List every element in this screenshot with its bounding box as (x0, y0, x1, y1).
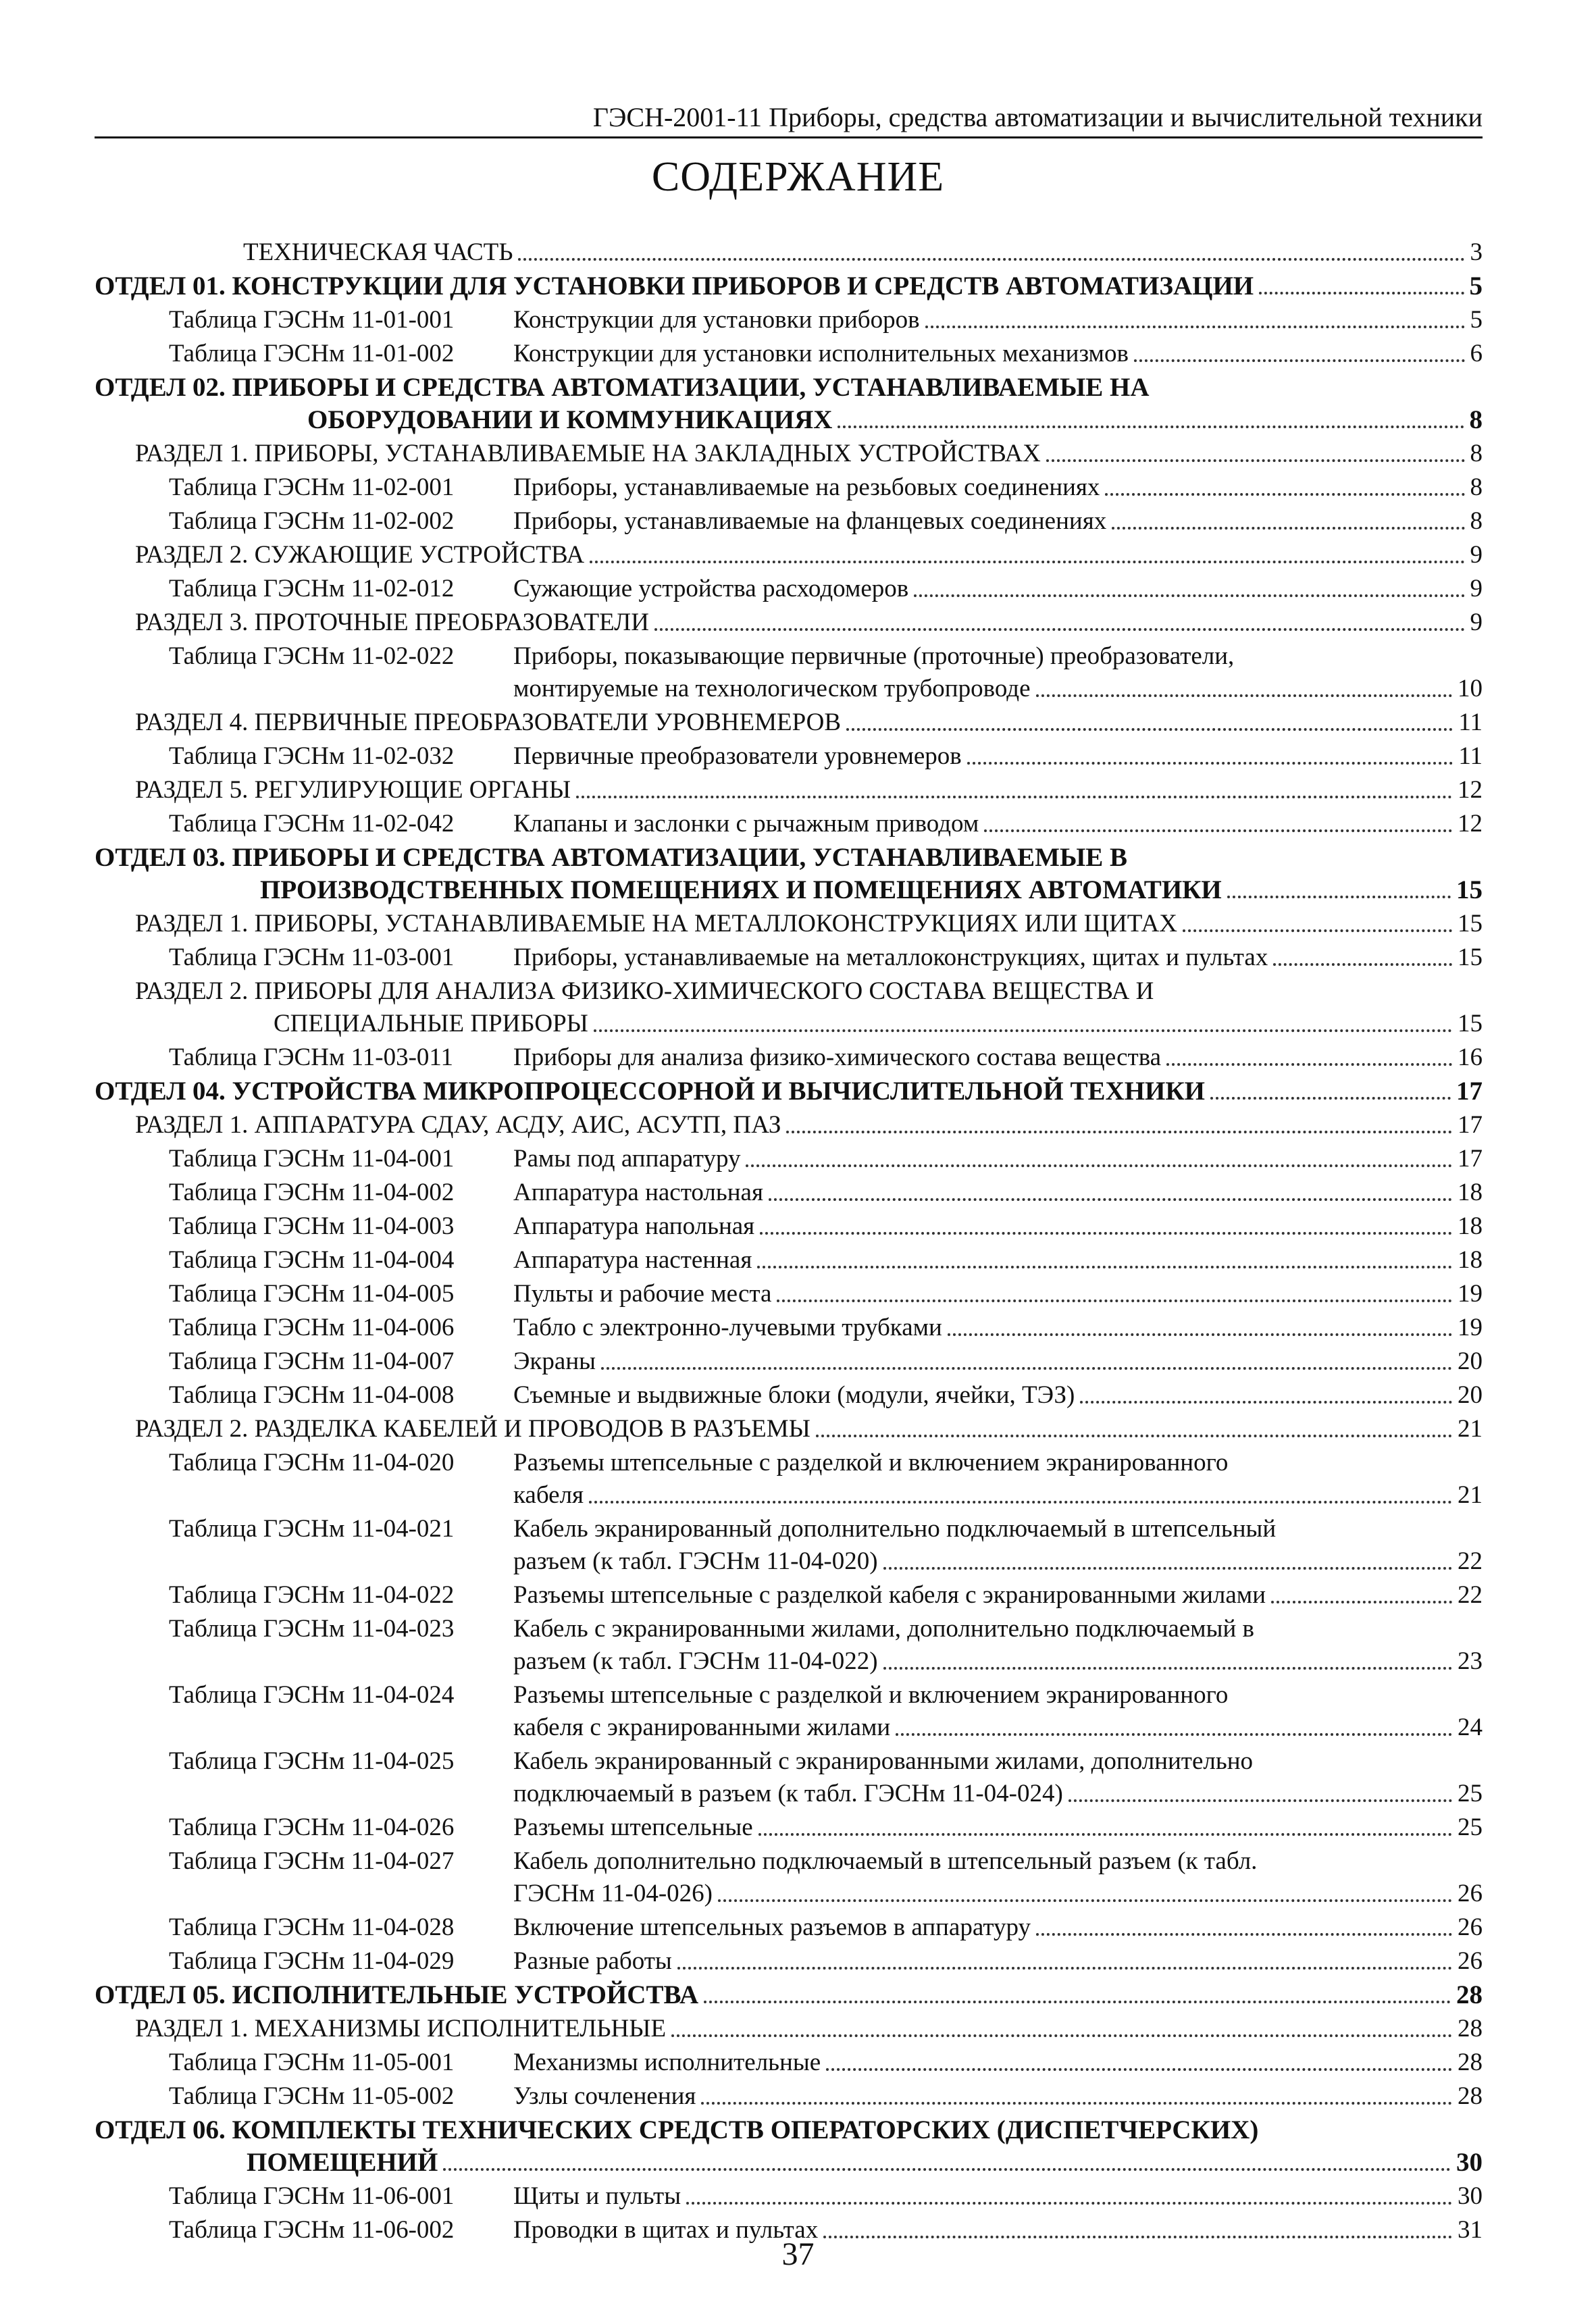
toc-entry[interactable] (169, 2047, 1483, 2079)
toc-entry-label: ПОМЕЩЕНИЙ (247, 2148, 438, 2177)
toc-entry-label: Приборы, устанавливаемые на металлоконструкциях, щитах и пультах (513, 944, 1268, 971)
toc-entry[interactable] (169, 1143, 1483, 1175)
toc-entry-label: Аппаратура напольная (513, 1212, 755, 1240)
toc-page-number: 21 (1458, 1481, 1483, 1509)
toc-entry[interactable] (169, 573, 1483, 605)
toc-entry[interactable] (169, 1042, 1483, 1074)
dot-leader (967, 762, 1453, 765)
toc-entry-label: монтируемые на технологическом трубопроводе (513, 675, 1031, 702)
toc-table-number: Таблица ГЭСНм 11-02-002 (169, 507, 455, 535)
toc-entry[interactable] (513, 1778, 1483, 1810)
toc-entry-label: Приборы, устанавливаемые на фланцевых соединениях (513, 507, 1107, 535)
toc-entry[interactable] (513, 1479, 1483, 1512)
dot-leader (948, 1333, 1452, 1336)
toc-entry[interactable] (169, 1244, 1483, 1277)
toc-table-number: Таблица ГЭСНм 11-02-032 (169, 742, 455, 770)
toc-entry[interactable] (135, 2013, 1483, 2045)
page-number: 37 (781, 2236, 815, 2272)
toc-entry[interactable] (274, 1008, 1483, 1040)
toc-entry-label: ОТДЕЛ 05. ИСПОЛНИТЕЛЬНЫЕ УСТРОЙСТВА (95, 1980, 699, 2009)
dot-leader (984, 829, 1452, 832)
toc-entry-label: РАЗДЕЛ 1. ПРИБОРЫ, УСТАНАВЛИВАЕМЫЕ НА ЗАКЛАДНЫХ УСТРОЙСТВАХ (135, 440, 1041, 467)
toc-entry[interactable] (169, 2080, 1483, 2113)
toc-entry[interactable] (135, 706, 1483, 739)
toc-entry[interactable] (169, 1210, 1483, 1243)
toc-entry-label: Кабель экранированный с экранированными жилами, дополнительно (513, 1747, 1254, 1775)
toc-table-number: Таблица ГЭСНм 11-05-002 (169, 2082, 455, 2110)
toc-page-number: 9 (1470, 609, 1483, 636)
toc-entry[interactable] (169, 471, 1483, 504)
toc-entry-label: кабеля с экранированными жилами (513, 1714, 891, 1741)
toc-entry-label: Первичные преобразователи уровнемеров (513, 742, 962, 770)
toc-page-number: 17 (1458, 1111, 1483, 1139)
dot-leader (1210, 1097, 1451, 1100)
toc-table-number: Таблица ГЭСНм 11-04-005 (169, 1280, 455, 1308)
toc-entry-label: Разъемы штепсельные с разделкой кабеля с экранированными жилами (513, 1581, 1266, 1609)
dot-leader (826, 2068, 1452, 2071)
toc-table-number: Таблица ГЭСНм 11-04-024 (169, 1681, 455, 1709)
toc-entry-label: РАЗДЕЛ 2. РАЗДЕЛКА КАБЕЛЕЙ И ПРОВОДОВ В РАЗЪЕМЫ (135, 1415, 810, 1443)
toc-entry-label: кабеля (513, 1481, 584, 1509)
toc-entry[interactable] (247, 2146, 1483, 2179)
toc-page-number: 18 (1458, 1179, 1483, 1206)
dot-leader (686, 2202, 1452, 2205)
toc-table-number: Таблица ГЭСНм 11-06-001 (169, 2182, 455, 2210)
toc-page-number: 30 (1458, 2182, 1483, 2210)
dot-leader (1036, 1933, 1452, 1936)
toc-page-number: 9 (1470, 541, 1483, 569)
toc-entry[interactable] (260, 874, 1483, 906)
toc-entry[interactable] (169, 2180, 1483, 2213)
toc-entry-label: РАЗДЕЛ 4. ПЕРВИЧНЫЕ ПРЕОБРАЗОВАТЕЛИ УРОВНЕМЕРОВ (135, 709, 842, 736)
dot-leader (1069, 1799, 1452, 1802)
toc-entry-label: Приборы, показывающие первичные (проточные) преобразователи, (513, 642, 1235, 670)
toc-entry[interactable] (169, 1379, 1483, 1412)
toc-page-number: 20 (1458, 1381, 1483, 1409)
toc-entry-first-line (169, 640, 1234, 673)
toc-table-number: Таблица ГЭСНм 11-04-025 (169, 1747, 455, 1775)
dot-leader (518, 258, 1464, 261)
toc-entry-label: Кабель экранированный дополнительно подключаемый в штепсельный (513, 1515, 1277, 1543)
dot-leader (671, 2034, 1452, 2037)
dot-leader (1271, 1601, 1452, 1603)
toc-entry-first-line (169, 1513, 1276, 1545)
toc-page-number: 8 (1470, 440, 1483, 467)
toc-table-number: Таблица ГЭСНм 11-02-022 (169, 642, 455, 670)
toc-page-number: 21 (1458, 1415, 1483, 1443)
dot-leader (896, 1733, 1452, 1736)
toc-page-number: 18 (1458, 1212, 1483, 1240)
toc-entry-label: ГЭСНм 11-04-026) (513, 1880, 713, 1907)
toc-entry-label: Разные работы (513, 1947, 672, 1975)
toc-page-number: 5 (1469, 272, 1483, 301)
toc-entry-label: РАЗДЕЛ 1. АППАРАТУРА СДАУ, АСДУ, АИС, АСУТП, ПАЗ (135, 1111, 781, 1139)
toc-page-number: 28 (1458, 2015, 1483, 2042)
dot-leader (1105, 493, 1464, 496)
toc-entry[interactable] (169, 338, 1483, 370)
toc-table-number: Таблица ГЭСНм 11-04-003 (169, 1212, 455, 1240)
toc-entry-label: Механизмы исполнительные (513, 2049, 821, 2076)
toc-page-number: 11 (1458, 742, 1483, 770)
dot-leader (718, 1899, 1452, 1902)
toc-table-number: Таблица ГЭСНм 11-01-002 (169, 340, 455, 367)
toc-entry[interactable] (169, 1579, 1483, 1612)
toc-page-number: 11 (1458, 709, 1483, 736)
header-rule (95, 136, 1483, 138)
toc-entry-first-line (169, 1845, 1257, 1878)
toc-entry-label: ОТДЕЛ 03. ПРИБОРЫ И СРЕДСТВА АВТОМАТИЗАЦИИ, УСТАНАВЛИВАЕМЫЕ В (95, 843, 1128, 872)
toc-table-number: Таблица ГЭСНм 11-03-001 (169, 944, 455, 971)
toc-table-number: Таблица ГЭСНм 11-04-006 (169, 1314, 455, 1341)
toc-entry-first-line (169, 1447, 1228, 1479)
toc-table-number: Таблица ГЭСНм 11-04-020 (169, 1449, 455, 1476)
toc-entry-label: РАЗДЕЛ 1. МЕХАНИЗМЫ ИСПОЛНИТЕЛЬНЫЕ (135, 2015, 667, 2042)
toc-page-number: 31 (1458, 2216, 1483, 2244)
dot-leader (925, 326, 1465, 328)
toc-page-number: 15 (1458, 944, 1483, 971)
toc-entry[interactable] (243, 236, 1483, 269)
toc-page-number: 6 (1470, 340, 1483, 367)
toc-entry-label: Пульты и рабочие места (513, 1280, 772, 1308)
toc-page-number: 8 (1470, 473, 1483, 501)
toc-page-number: 26 (1458, 1947, 1483, 1975)
toc-entry-label: Конструкции для установки исполнительных механизмов (513, 340, 1129, 367)
toc-entry[interactable] (513, 1878, 1483, 1910)
toc-entry-label: Приборы, устанавливаемые на резьбовых соединениях (513, 473, 1100, 501)
dot-leader (576, 796, 1452, 798)
toc-entry-label: ОБОРУДОВАНИИ И КОММУНИКАЦИЯХ (307, 405, 833, 434)
toc-table-number: Таблица ГЭСНм 11-06-002 (169, 2216, 455, 2244)
toc-entry[interactable] (95, 270, 1483, 303)
dot-leader (760, 1232, 1452, 1235)
dot-leader (1183, 929, 1452, 932)
toc-entry[interactable] (513, 1712, 1483, 1744)
dot-leader (704, 2001, 1451, 2003)
toc-entry-first-line (95, 842, 1127, 874)
toc-table-number: Таблица ГЭСНм 11-04-001 (169, 1145, 455, 1173)
toc-entry[interactable] (169, 942, 1483, 974)
toc-entry-label: СПЕЦИАЛЬНЫЕ ПРИБОРЫ (274, 1010, 588, 1037)
toc-page-number: 25 (1458, 1814, 1483, 1841)
toc-entry-label: Проводки в щитах и пультах (513, 2216, 819, 2244)
toc-entry-label: Разъемы штепсельные с разделкой и включением экранированного (513, 1449, 1229, 1476)
toc-entry-first-line (169, 1679, 1228, 1712)
toc-table-number: Таблица ГЭСНм 11-02-012 (169, 575, 455, 602)
toc-entry-label: подключаемый в разъем (к табл. ГЭСНм 11-04-024) (513, 1780, 1063, 1807)
toc-page-number: 24 (1458, 1714, 1483, 1741)
toc-page-number: 15 (1458, 1010, 1483, 1037)
running-header: ГЭСН-2001-11 Приборы, средства автоматизации и вычислительной техники (592, 102, 1483, 132)
dot-leader (757, 1266, 1452, 1268)
toc-entry-first-line (169, 1613, 1254, 1645)
dot-leader (1134, 359, 1465, 362)
toc-entry-label: Щиты и пульты (513, 2182, 681, 2210)
toc-entry-label: разъем (к табл. ГЭСНм 11-04-022) (513, 1647, 878, 1675)
dot-leader (846, 728, 1453, 731)
toc-page-number: 22 (1458, 1581, 1483, 1609)
dot-leader (1166, 1063, 1452, 1066)
toc-entry-label: Конструкции для установки приборов (513, 306, 920, 334)
toc-page-number: 15 (1458, 910, 1483, 937)
toc-table-number: Таблица ГЭСНм 11-04-022 (169, 1581, 455, 1609)
toc-entry[interactable] (169, 740, 1483, 773)
dot-leader (746, 1164, 1452, 1167)
toc-entry[interactable] (169, 1811, 1483, 1844)
dot-leader (1046, 459, 1465, 462)
toc-entry[interactable] (135, 774, 1483, 806)
toc-entry-label: Узлы сочленения (513, 2082, 696, 2110)
dot-leader (883, 1667, 1452, 1670)
toc-entry[interactable] (135, 1413, 1483, 1445)
toc-entry[interactable] (169, 1945, 1483, 1978)
dot-leader (1112, 527, 1464, 530)
toc-entry[interactable] (169, 304, 1483, 336)
toc-entry-label: РАЗДЕЛ 5. РЕГУЛИРУЮЩИЕ ОРГАНЫ (135, 776, 571, 804)
toc-entry-label: Сужающие устройства расходомеров (513, 575, 909, 602)
toc-entry-label: Аппаратура настенная (513, 1246, 752, 1274)
toc-entry[interactable] (135, 539, 1483, 571)
toc-page-number: 17 (1456, 1077, 1483, 1106)
toc-page-number: 17 (1458, 1145, 1483, 1173)
dot-leader (769, 1198, 1452, 1201)
toc-page-number: 16 (1458, 1044, 1483, 1071)
toc-page-number: 5 (1470, 306, 1483, 334)
toc-table-number: Таблица ГЭСНм 11-04-023 (169, 1615, 455, 1643)
dot-leader (758, 1833, 1452, 1836)
toc-entry-first-line (135, 975, 1154, 1008)
toc-entry[interactable] (513, 1545, 1483, 1578)
dot-leader (589, 1501, 1452, 1503)
dot-leader (701, 2102, 1452, 2105)
toc-table-number: Таблица ГЭСНм 11-04-004 (169, 1246, 455, 1274)
toc-page-number: 22 (1458, 1547, 1483, 1575)
toc-entry-label: ОТДЕЛ 02. ПРИБОРЫ И СРЕДСТВА АВТОМАТИЗАЦИИ, УСТАНАВЛИВАЕМЫЕ НА (95, 373, 1150, 402)
dot-leader (838, 426, 1464, 428)
toc-table-number: Таблица ГЭСНм 11-02-001 (169, 473, 455, 501)
toc-entry-label: разъем (к табл. ГЭСНм 11-04-020) (513, 1547, 878, 1575)
toc-entry[interactable] (95, 1075, 1483, 1108)
dot-leader (1080, 1401, 1452, 1404)
toc-entry-first-line (169, 1745, 1253, 1778)
dot-leader (594, 1029, 1452, 1032)
toc-page-number: 28 (1458, 2082, 1483, 2110)
toc-table-number: Таблица ГЭСНм 11-04-008 (169, 1381, 455, 1409)
toc-entry[interactable] (169, 505, 1483, 538)
toc-entry[interactable] (169, 1312, 1483, 1344)
toc-entry-label: Приборы для анализа физико-химического состава вещества (513, 1044, 1162, 1071)
toc-table-number: Таблица ГЭСНм 11-04-002 (169, 1179, 455, 1206)
toc-page-number: 12 (1458, 810, 1483, 838)
toc-entry[interactable] (135, 607, 1483, 639)
toc-table-number: Таблица ГЭСНм 11-05-001 (169, 2049, 455, 2076)
toc-entry-label: Съемные и выдвижные блоки (модули, ячейки, ТЭЗ) (513, 1381, 1075, 1409)
toc-entry[interactable] (169, 1911, 1483, 1944)
toc-entry-label: ТЕХНИЧЕСКАЯ ЧАСТЬ (243, 238, 513, 266)
toc-entry-label: Кабель дополнительно подключаемый в штепсельный разъем (к табл. (513, 1847, 1258, 1875)
dot-leader (1227, 896, 1451, 898)
dot-leader (601, 1367, 1452, 1370)
toc-entry-label: Разъемы штепсельные (513, 1814, 753, 1841)
toc-page-number: 28 (1456, 1980, 1483, 2009)
toc-table-number: Таблица ГЭСНм 11-03-011 (169, 1044, 454, 1071)
dot-leader (777, 1300, 1452, 1302)
toc-table-number: Таблица ГЭСНм 11-04-021 (169, 1515, 455, 1543)
toc-entry-label: Экраны (513, 1347, 596, 1375)
toc-page-number: 20 (1458, 1347, 1483, 1375)
dot-leader (677, 1967, 1452, 1970)
dot-leader (1259, 292, 1464, 294)
toc-page-number: 18 (1458, 1246, 1483, 1274)
toc-entry[interactable] (135, 908, 1483, 940)
toc-entry-label: Табло с электронно-лучевыми трубками (513, 1314, 942, 1341)
toc-entry[interactable] (169, 1177, 1483, 1209)
toc-entry-label: Рамы под аппаратуру (513, 1145, 741, 1173)
dot-leader (590, 561, 1464, 563)
toc-table-number: Таблица ГЭСНм 11-02-042 (169, 810, 455, 838)
toc-entry-label: Клапаны и заслонки с рычажным приводом (513, 810, 979, 838)
toc-page-number: 10 (1458, 675, 1483, 702)
dot-leader (816, 1435, 1452, 1437)
toc-entry[interactable] (169, 808, 1483, 840)
toc-entry-first-line (95, 2114, 1258, 2146)
toc-page-number: 23 (1458, 1647, 1483, 1675)
toc-entry-label: ОТДЕЛ 06. КОМПЛЕКТЫ ТЕХНИЧЕСКИХ СРЕДСТВ ОПЕРАТОРСКИХ (ДИСПЕТЧЕРСКИХ) (95, 2115, 1259, 2144)
toc-table-number: Таблица ГЭСНм 11-01-001 (169, 306, 455, 334)
dot-leader (914, 594, 1464, 597)
toc-entry[interactable] (513, 1645, 1483, 1678)
toc-entry-label: Кабель с экранированными жилами, дополнительно подключаемый в (513, 1615, 1254, 1643)
dot-leader (443, 2168, 1451, 2171)
toc-entry-label: ОТДЕЛ 01. КОНСТРУКЦИИ ДЛЯ УСТАНОВКИ ПРИБОРОВ И СРЕДСТВ АВТОМАТИЗАЦИИ (95, 272, 1254, 301)
toc-page-number: 25 (1458, 1780, 1483, 1807)
toc-page-number: 12 (1458, 776, 1483, 804)
toc-entry[interactable] (513, 673, 1483, 705)
dot-leader (654, 628, 1465, 631)
toc-entry-label: РАЗДЕЛ 2. ПРИБОРЫ ДЛЯ АНАЛИЗА ФИЗИКО-ХИМИЧЕСКОГО СОСТАВА ВЕЩЕСТВА И (135, 977, 1154, 1005)
toc-page-number: 19 (1458, 1314, 1483, 1341)
toc-table-number: Таблица ГЭСНм 11-04-026 (169, 1814, 455, 1841)
toc-entry[interactable] (95, 1979, 1483, 2011)
page-title: СОДЕРЖАНИЕ (651, 154, 945, 200)
toc-table-number: Таблица ГЭСНм 11-04-029 (169, 1947, 455, 1975)
toc-entry-label: РАЗДЕЛ 2. СУЖАЮЩИЕ УСТРОЙСТВА (135, 541, 585, 569)
toc-entry-label: ПРОИЗВОДСТВЕННЫХ ПОМЕЩЕНИЯХ И ПОМЕЩЕНИЯХ АВТОМАТИКИ (260, 875, 1222, 904)
toc-entry[interactable] (135, 438, 1483, 470)
toc-entry-label: Аппаратура настольная (513, 1179, 763, 1206)
toc-page-number: 28 (1458, 2049, 1483, 2076)
toc-page-number: 9 (1470, 575, 1483, 602)
toc-entry-label: РАЗДЕЛ 3. ПРОТОЧНЫЕ ПРЕОБРАЗОВАТЕЛИ (135, 609, 649, 636)
toc-entry[interactable] (169, 1278, 1483, 1310)
toc-entry-label: Включение штепсельных разъемов в аппаратуру (513, 1913, 1031, 1941)
toc-page-number: 30 (1456, 2148, 1483, 2177)
toc-table-number: Таблица ГЭСНм 11-04-027 (169, 1847, 455, 1875)
toc-entry-label: ОТДЕЛ 04. УСТРОЙСТВА МИКРОПРОЦЕССОРНОЙ И ВЫЧИСЛИТЕЛЬНОЙ ТЕХНИКИ (95, 1077, 1205, 1106)
toc-entry[interactable] (307, 404, 1483, 436)
dot-leader (1036, 694, 1452, 697)
toc-entry-label: РАЗДЕЛ 1. ПРИБОРЫ, УСТАНАВЛИВАЕМЫЕ НА МЕТАЛЛОКОНСТРУКЦИЯХ ИЛИ ЩИТАХ (135, 910, 1177, 937)
toc-table-number: Таблица ГЭСНм 11-04-007 (169, 1347, 455, 1375)
toc-page-number: 3 (1470, 238, 1483, 266)
toc-entry[interactable] (135, 1109, 1483, 1141)
toc-page-number: 26 (1458, 1880, 1483, 1907)
toc-page-number: 8 (1469, 405, 1483, 434)
toc-page-number: 19 (1458, 1280, 1483, 1308)
toc-entry[interactable] (169, 1345, 1483, 1378)
toc-entry-first-line (95, 371, 1150, 404)
toc-page-number: 15 (1456, 875, 1483, 904)
toc-entry-label: Разъемы штепсельные с разделкой и включением экранированного (513, 1681, 1229, 1709)
toc-page-number: 8 (1470, 507, 1483, 535)
dot-leader (883, 1567, 1452, 1570)
toc-page-number: 26 (1458, 1913, 1483, 1941)
dot-leader (1273, 963, 1452, 966)
dot-leader (786, 1131, 1452, 1133)
toc-table-number: Таблица ГЭСНм 11-04-028 (169, 1913, 455, 1941)
